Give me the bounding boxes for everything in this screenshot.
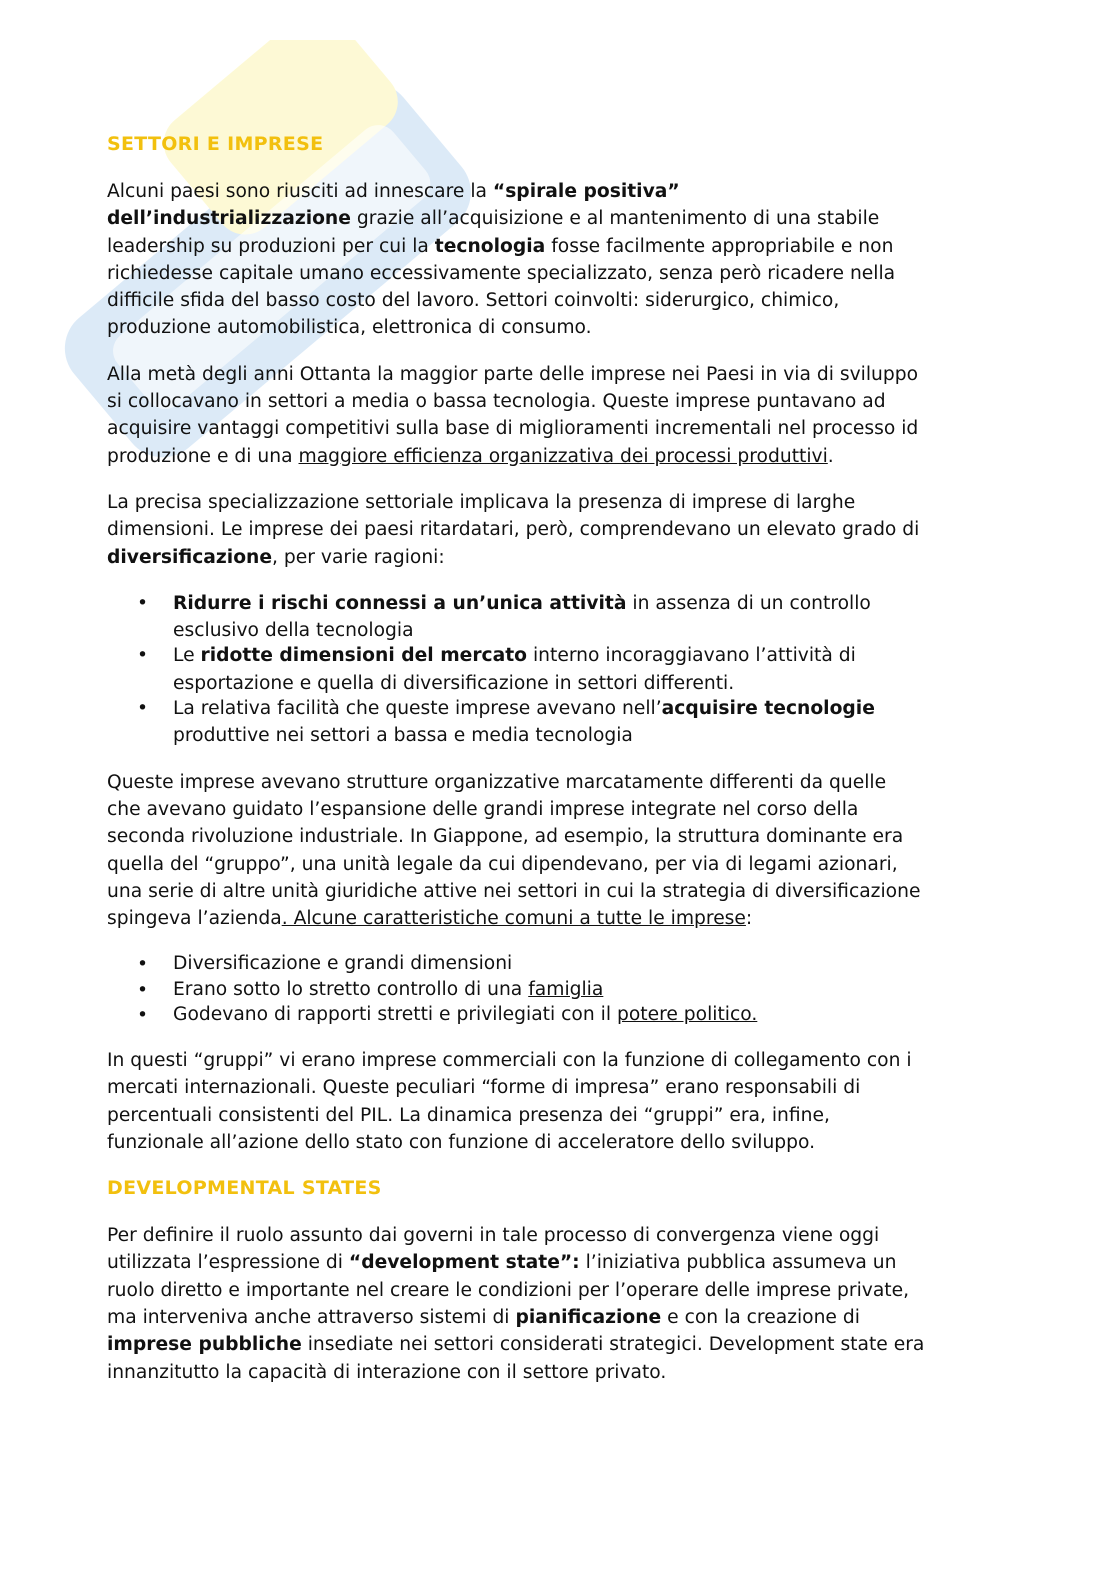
- text-run: in assenza di un controllo: [626, 592, 871, 614]
- bold-text: imprese pubbliche: [107, 1334, 302, 1356]
- text-line: [107, 489, 1067, 516]
- text-line: [173, 642, 1067, 669]
- text-run: innanzitutto la capacità di interazione con il settore privato.: [107, 1361, 667, 1383]
- text-line: [173, 695, 1067, 722]
- text-run: che avevano guidato l’espansione delle grandi imprese integrate nel corso della: [107, 798, 859, 820]
- text-run: fosse facilmente appropriabile e non: [545, 235, 894, 257]
- paragraph: [107, 361, 1067, 470]
- text-run: utilizzata l’espressione di: [107, 1252, 349, 1274]
- bullet-icon: •: [137, 1005, 149, 1027]
- text-run: l’iniziativa pubblica assumeva un: [579, 1252, 897, 1274]
- text-run: Erano sotto lo stretto controllo di una: [173, 978, 529, 1000]
- text-run: Alla metà degli anni Ottanta la maggior parte delle imprese nei Paesi in via di sviluppo: [107, 363, 919, 385]
- text-line: [173, 617, 1067, 644]
- text-run: leadership su produzioni per cui la: [107, 235, 435, 257]
- text-run: ma interveniva anche attraverso sistemi di: [107, 1307, 516, 1328]
- bullet-icon: •: [137, 592, 149, 614]
- bold-text: “spirale positiva”: [492, 181, 680, 202]
- text-line: [173, 722, 1067, 749]
- list-item: [107, 977, 1067, 1003]
- underlined-text: potere politico.: [616, 1004, 758, 1026]
- text-line: [107, 388, 1067, 415]
- text-run: In questi “gruppi” vi erano imprese commerciali con la funzione di collegamento con i: [107, 1049, 912, 1071]
- text-run: si collocavano in settori a media o bassa tecnologia. Queste imprese puntavano ad: [107, 391, 886, 413]
- text-run: spingeva l’azienda: [107, 908, 282, 930]
- text-line: [107, 178, 1067, 205]
- bullet-icon: •: [137, 954, 149, 976]
- text-run: funzionale all’azione dello stato con funzione di acceleratore dello sviluppo.: [107, 1131, 816, 1153]
- bold-text: pianificazione: [515, 1307, 662, 1328]
- text-line: [107, 260, 1067, 287]
- text-line: [107, 1304, 1067, 1331]
- text-run: insediate nei settori considerati strategici. Development state era: [301, 1334, 925, 1356]
- text-run: Per definire il ruolo assunto dai governi in tale processo di convergenza viene oggi: [107, 1225, 880, 1247]
- underlined-text: famiglia: [528, 978, 604, 1000]
- text-run: produzione e di una: [107, 445, 299, 467]
- list-item: [107, 590, 1067, 645]
- text-run: percentuali consistenti del PIL. La dinamica presenza dei “gruppi” era, infine,: [107, 1104, 830, 1126]
- text-line: [173, 590, 1067, 617]
- text-run: quella del “gruppo”, una unità legale da cui dipendevano, per via di legami azionari,: [107, 853, 898, 875]
- bold-text: acquisire tecnologie: [661, 698, 875, 720]
- text-line: [107, 1249, 1067, 1276]
- text-line: [107, 1102, 1067, 1129]
- text-run: produzione automobilistica, elettronica di consumo.: [107, 317, 592, 339]
- text-run: Queste imprese avevano strutture organizzative marcatamente differenti da quelle: [107, 771, 887, 793]
- bullet-icon: •: [137, 645, 149, 667]
- text-line: [107, 443, 1067, 470]
- text-line: [107, 1074, 1067, 1101]
- bold-text: dell’industrializzazione: [107, 208, 351, 230]
- text-line: [107, 1359, 1067, 1386]
- text-line: [107, 796, 1067, 823]
- text-run: ruolo diretto e importante nel creare le condizioni per l’operare delle imprese private,: [107, 1279, 910, 1301]
- list-item: [107, 1002, 1067, 1028]
- bullet-icon: •: [137, 979, 149, 1001]
- text-line: [173, 977, 1067, 1003]
- text-run: interno incoraggiavano l’attività di: [527, 645, 856, 667]
- paragraph: [107, 769, 1067, 933]
- text-line: [173, 951, 1067, 977]
- bold-text: diversificazione: [107, 546, 273, 568]
- text-run: esportazione e quella di diversificazione in settori differenti.: [173, 672, 735, 694]
- bold-text: “development state”:: [348, 1252, 580, 1274]
- list-item: [107, 951, 1067, 977]
- text-run: acquisire vantaggi competitivi sulla base di miglioramenti incrementali nel processo id: [107, 418, 919, 440]
- text-run: dimensioni. Le imprese dei paesi ritardatari, però, comprendevano un elevato grado di: [107, 519, 920, 541]
- text-line: [107, 205, 1067, 232]
- paragraph: [107, 1047, 1067, 1156]
- text-line: [173, 1002, 1067, 1028]
- text-run: , per varie ragioni:: [272, 546, 445, 568]
- text-line: [107, 516, 1067, 543]
- text-line: [107, 1331, 1067, 1358]
- text-line: [107, 544, 1067, 571]
- text-run: Alcuni paesi sono riusciti ad innescare la: [107, 181, 493, 202]
- underlined-text: maggiore efficienza organizzativa dei processi produttivi: [298, 445, 828, 467]
- text-run: Godevano di rapporti stretti e privilegiati con il: [173, 1004, 617, 1026]
- text-run: mercati internazionali. Queste peculiari “forme di impresa” erano responsabili di: [107, 1077, 861, 1099]
- text-line: [107, 233, 1067, 260]
- text-run: difficile sfida del basso costo del lavoro. Settori coinvolti: siderurgico, chimico,: [107, 290, 840, 312]
- text-run: Diversificazione e grandi dimensioni: [173, 953, 513, 975]
- paragraph: [107, 1222, 1067, 1386]
- document-body: [107, 131, 1067, 1405]
- list-item: [107, 695, 1067, 750]
- text-line: [107, 287, 1067, 314]
- section-heading: DEVELOPMENTAL STATES: [107, 1177, 382, 1200]
- underlined-text: . Alcune caratteristiche comuni a tutte le imprese: [281, 908, 746, 930]
- text-run: grazie all’acquisizione e al mantenimento di una stabile: [350, 208, 880, 230]
- paragraph: [107, 489, 1067, 571]
- bullet-icon: •: [137, 698, 149, 720]
- text-run: esclusivo della tecnologia: [173, 620, 414, 642]
- text-line: [107, 905, 1067, 932]
- text-run: .: [827, 445, 834, 467]
- bullet-list: [107, 951, 1067, 1028]
- text-run: richiedesse capitale umano eccessivamente specializzato, senza però ricadere nella: [107, 262, 896, 284]
- text-line: [107, 1047, 1067, 1074]
- text-line: [107, 1222, 1067, 1249]
- text-run: La relativa facilità che queste imprese avevano nell’: [173, 698, 662, 720]
- text-line: [173, 670, 1067, 697]
- text-run: :: [745, 908, 753, 930]
- text-run: seconda rivoluzione industriale. In Giappone, ad esempio, la struttura dominante era: [107, 826, 904, 848]
- text-run: Le: [173, 645, 201, 667]
- bold-text: tecnologia: [434, 235, 546, 257]
- text-line: [107, 314, 1067, 341]
- text-line: [107, 1277, 1067, 1304]
- text-line: [107, 361, 1067, 388]
- bullet-list: [107, 590, 1067, 750]
- bold-text: Ridurre i rischi connessi a un’unica attività: [173, 592, 627, 614]
- text-run: produttive nei settori a bassa e media tecnologia: [173, 725, 633, 747]
- paragraph: [107, 178, 1067, 342]
- text-run: La precisa specializzazione settoriale implicava la presenza di imprese di larghe: [107, 491, 856, 513]
- list-item: [107, 642, 1067, 697]
- text-run: e con la creazione di: [661, 1307, 860, 1328]
- bold-text: ridotte dimensioni del mercato: [200, 645, 528, 667]
- text-line: [107, 415, 1067, 442]
- text-line: [107, 823, 1067, 850]
- text-line: [107, 769, 1067, 796]
- section-heading: SETTORI E IMPRESE: [107, 133, 324, 155]
- text-line: [107, 1129, 1067, 1156]
- text-run: una serie di altre unità giuridiche attive nei settori in cui la strategia di diversificazione: [107, 880, 921, 902]
- text-line: [107, 851, 1067, 878]
- text-line: [107, 878, 1067, 905]
